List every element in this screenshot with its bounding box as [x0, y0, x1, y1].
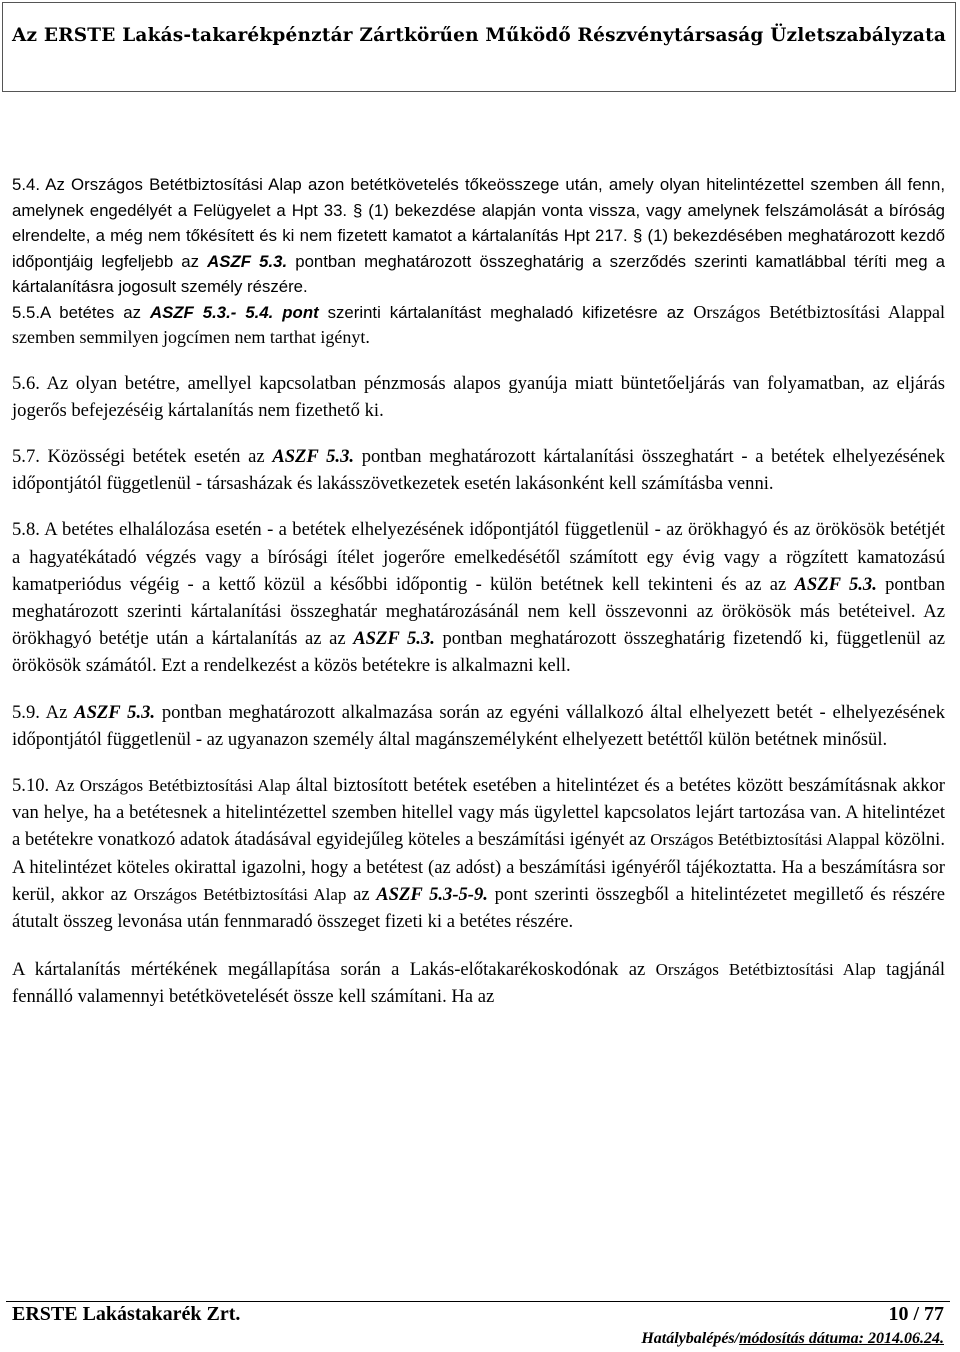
text: szemben semmilyen jogcímen nem tarthat igényt.	[12, 327, 370, 347]
text: szerinti kártalanítást meghaladó kifizetésre az	[318, 302, 694, 322]
obba-name: Országos Betétbiztosítási Alappal	[693, 301, 946, 322]
text: A kártalanítás mértékének megállapítása során a Lakás-előtakarékoskodónak az	[12, 959, 656, 981]
aszf-reference: ASZF 5.3.	[794, 573, 877, 595]
text: 5.8. A betétes elhalálozása esetén - a betétek elhelyezésének időpontjától függetlenül - az örökhagyó és az örökösök betétjét a hagyatékátadó végzés vagy a bírósági ítélet jogerőre emelkedésétől számított egy évig vagy a rögzített kamatozású kamatperiódus végéig - a kettő közül a későbbi időpontig - külön betétnek kell tekinteni és az az	[12, 519, 945, 595]
date-label-underlined: módosítás dátuma:	[739, 1330, 864, 1347]
paragraph-5-4	[12, 172, 945, 300]
text: tagjánál fennálló valamennyi betétkövetelését össze kell számítani. Ha az	[12, 959, 946, 1008]
paragraph-5-9	[12, 699, 945, 753]
aszf-reference: ASZF 5.3-5-9.	[376, 883, 488, 905]
text: pont szerinti összegből a hitelintézetet megillető és részére átutalt összeg levonása után fennmaradó összeget fizeti ki a betétes részére.	[12, 883, 945, 932]
obba-name: Országos Betétbiztosítási Alap	[133, 884, 347, 904]
paragraph-5-6: 5.6. Az olyan betétre, amellyel kapcsolatban pénzmosás alapos gyanúja miatt büntetőeljárás van folyamatban, az eljárás jogerős befejezéséig kártalanítás nem fizethető ki.	[12, 372, 945, 421]
paragraph-5-5	[12, 300, 945, 351]
obba-name: Az Országos Betétbiztosítási Alap	[54, 775, 291, 795]
text: 5.10.	[12, 774, 55, 796]
text: pontban meghatározott szerinti kártalanítási összeghatár meghatározásánál nem kell összevonni az örökösök más betéteivel. Az örökhagyó betétje után a kártalanítás az az	[12, 573, 945, 650]
text: pontban meghatározott összeghatárig a szerződés szerinti kamatlábbal téríti meg a kártalanításra jogosult személy részére.	[12, 251, 946, 296]
date-label: Hatálybalépés/	[641, 1330, 740, 1347]
document-body	[12, 172, 945, 1011]
footer-divider	[6, 1301, 950, 1302]
text: 5.5.A betétes az	[12, 302, 150, 322]
footer-page-number: 10 / 77	[888, 1303, 944, 1325]
footer-company: ERSTE Lakástakarék Zrt.	[12, 1303, 241, 1325]
paragraph-5-10	[12, 772, 945, 935]
aszf-reference: ASZF 5.3.	[207, 251, 288, 271]
footer-effective-date	[641, 1330, 944, 1348]
text: pontban meghatározott kártalanítási összeghatárt - a betétek elhelyezésének időpontjától függetlenül - társasházak és lakásszövetkezetek esetén lakásonként kell számításba venni.	[12, 445, 945, 495]
page-header-title: Az ERSTE Lakás-takarékpénztár Zártkörűen Működő Részvénytársaság Üzletszabályzata	[11, 25, 947, 46]
text: által biztosított betétek esetében a hitelintézet és a betétes között beszámításnak akkor van helye, ha a betétesnek a hitelintézettel szemben hitellel vagy más ügylettel kapcsolatos lejárt tartozása van. A hitelintézet a betétekre vonatkozó adatok átadásával egyidejűleg köteles a beszámítási igényét az	[12, 774, 945, 851]
aszf-reference: ASZF 5.3.	[353, 628, 435, 650]
text: az	[346, 883, 377, 905]
text: 5.7. Közösségi betétek esetén az	[12, 445, 273, 467]
header-box	[2, 2, 956, 92]
text: 5.9. Az	[12, 701, 75, 723]
paragraph-5-7	[12, 443, 945, 497]
text: pontban meghatározott alkalmazása során az egyéni vállalkozó által elhelyezett betét - elhelyezésének időpontjától függetlenül - az ugyanazon személy által magánszemélyként elhelyezett betéttől külön betétnek minősül.	[12, 701, 946, 750]
paragraph-5-8	[12, 516, 945, 679]
aszf-reference: ASZF 5.3.- 5.4. pont	[149, 302, 319, 322]
text: 5.4. Az Országos Betétbiztosítási Alap azon betétkövetelés tőkeösszege után, amely olyan hitelintézettel szemben áll fenn, amelynek engedélyét a Felügyelet a Hpt 33. § (1) bekezdése alapján vonta vissza, vagy amelynek felszámolását a bíróság elrendelte, a még nem tőkésített és ki nem fizetett kamatot a kártalanítás Hpt 217. § (1) bekezdésében meghatározott kezdő időpontjáig legfeljebb az	[12, 175, 945, 271]
aszf-reference: ASZF 5.3.	[272, 445, 355, 467]
text: pontban meghatározott összeghatárig fizetendő ki, függetlenül az örökösök számától. Ezt a rendelkezést a közös betétekre is alkalmazni kell.	[12, 628, 945, 677]
obba-name: Országos Betétbiztosítási Alappal	[650, 830, 880, 850]
aszf-reference: ASZF 5.3.	[74, 701, 156, 723]
date-value: 2014.06.24.	[864, 1330, 944, 1347]
paragraph-final	[12, 956, 945, 1010]
text: közölni. A hitelintézet köteles okirattal igazolni, hogy a betétest (az adóst) a beszámítási igényéről tájékoztatta. Ha a beszámításra sor kerül, akkor az	[12, 829, 945, 905]
obba-name: Országos Betétbiztosítási Alap	[655, 960, 876, 980]
